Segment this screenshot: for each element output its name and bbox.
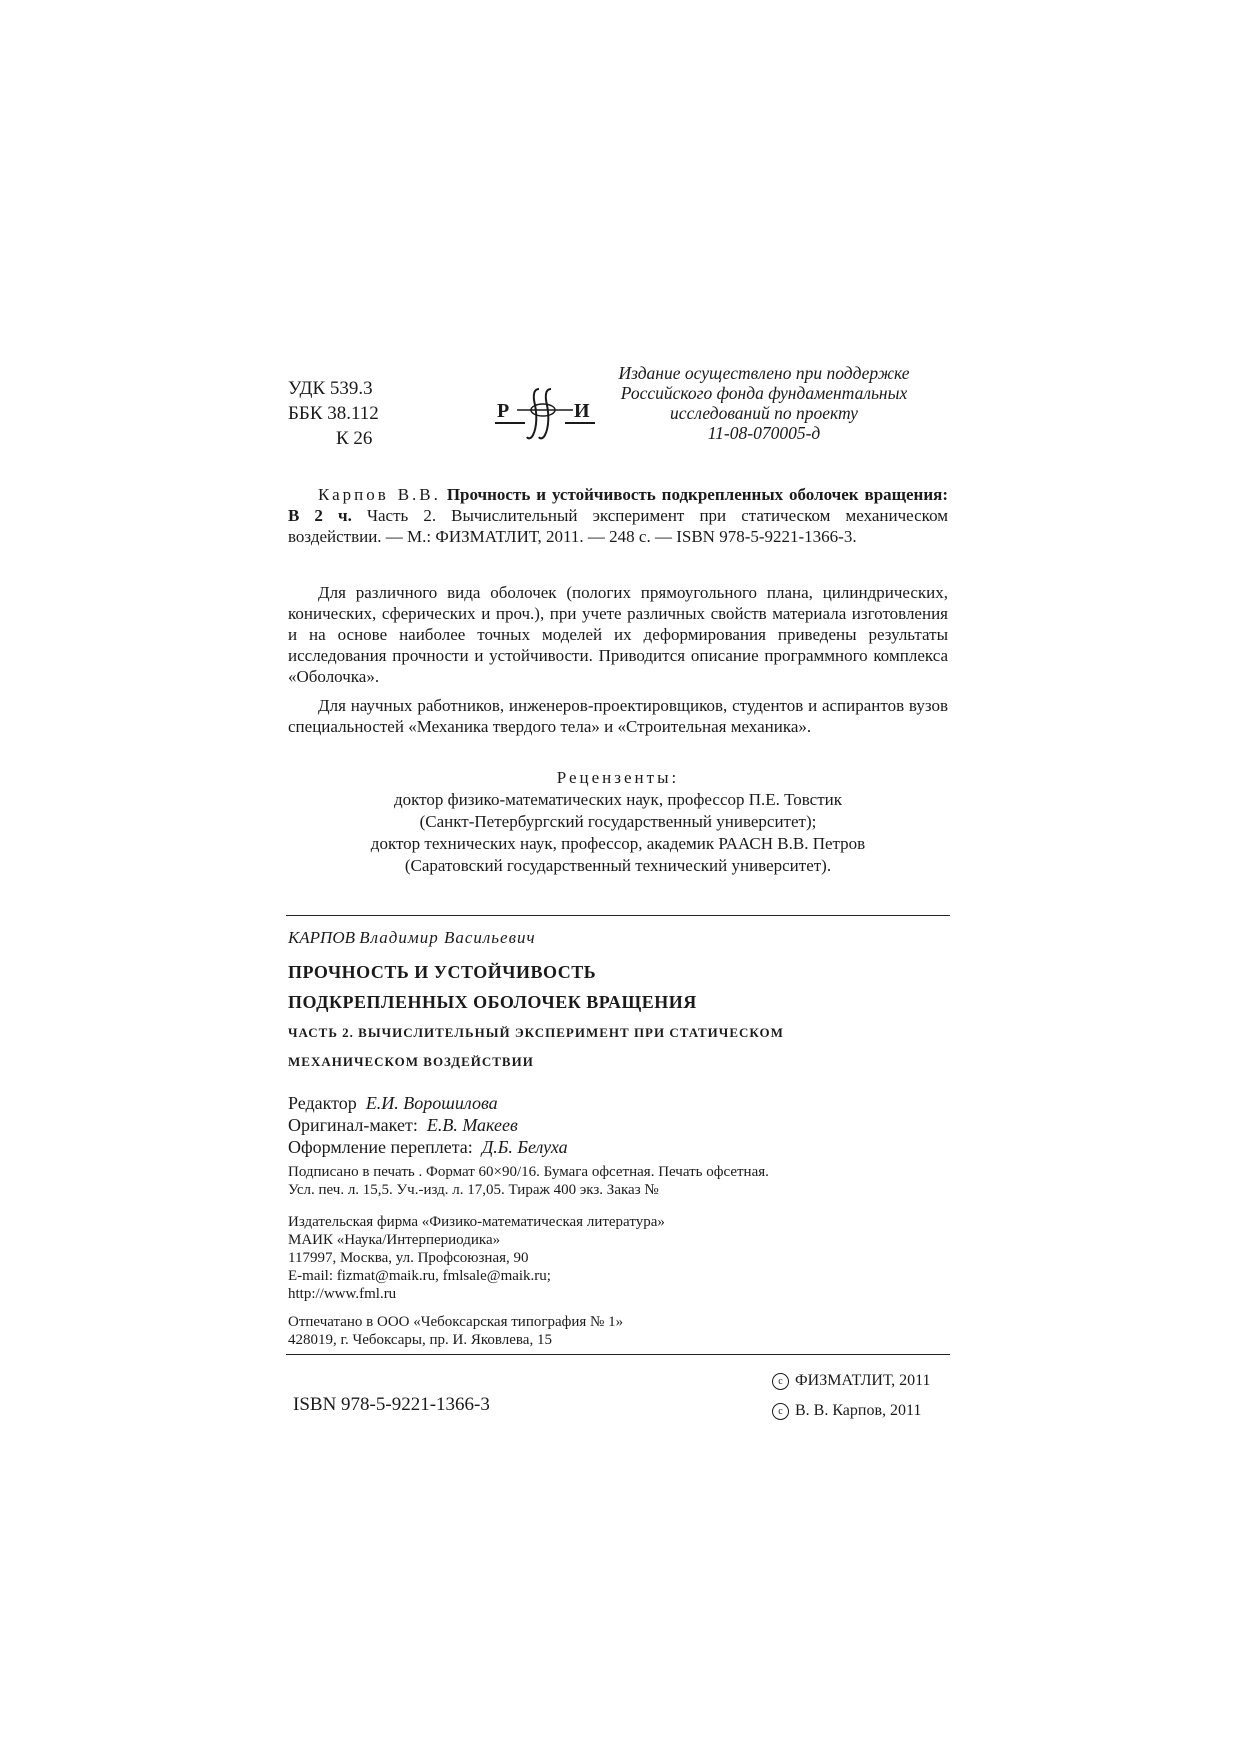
copyright-text: ФИЗМАТЛИТ, 2011 [795, 1372, 931, 1389]
book-title-line: ПРОЧНОСТЬ И УСТОЙЧИВОСТЬ [288, 962, 597, 982]
print-info [288, 1163, 769, 1199]
biblio-author: Карпов В.В. [318, 485, 441, 504]
publisher-line: 117997, Москва, ул. Профсоюзная, 90 [288, 1250, 529, 1266]
logo-left-letter: Р [497, 400, 510, 422]
udk-code: УДК 539.3 [288, 378, 373, 399]
support-line: исследований по проекту [670, 403, 858, 423]
copyrights [772, 1366, 931, 1426]
print-info-line: Подписано в печать . Формат 60×90/16. Бумага офсетная. Печать офсетная. [288, 1164, 769, 1180]
credit-line [288, 1114, 568, 1136]
publisher-line: E-mail: fizmat@maik.ru, fmlsale@maik.ru; [288, 1268, 551, 1284]
reviewer-line: (Саратовский государственный технический университет). [404, 856, 832, 875]
author-mark: К 26 [336, 428, 373, 449]
credit-line [288, 1136, 568, 1158]
support-line: 11-08-070005-д [707, 423, 821, 443]
reviewers-heading: Рецензенты: [556, 768, 680, 787]
reviewer-line: доктор физико-математических наук, профессор П.Е. Товстик [393, 790, 843, 809]
credit-role: Оригинал-макет: [288, 1115, 418, 1135]
publisher-line: http://www.fml.ru [288, 1286, 397, 1302]
print-info-line: Усл. печ. л. 15,5. Уч.-изд. л. 17,05. Тираж 400 экз. Заказ № [288, 1182, 659, 1198]
credit-name: Е.В. Макеев [426, 1115, 518, 1135]
logo-right-letter: И [574, 400, 590, 422]
colophon-top-rule [286, 915, 950, 916]
credit-name: Д.Б. Белуха [481, 1137, 568, 1157]
copyright-text: В. В. Карпов, 2011 [795, 1402, 922, 1419]
publisher-info [288, 1213, 665, 1303]
publisher-line: МАИК «Наука/Интерпериодика» [288, 1232, 501, 1248]
credit-line [288, 1092, 568, 1114]
colophon-author [288, 928, 536, 948]
reviewer-line: доктор технических наук, профессор, академик РААСН В.В. Петров [370, 834, 866, 853]
printer-line: Отпечатано в ООО «Чебоксарская типография № 1» [288, 1314, 624, 1330]
colophon-bottom-rule [286, 1354, 950, 1355]
abstract [288, 582, 948, 737]
credits [288, 1092, 568, 1158]
author-surname: КАРПОВ [288, 928, 355, 947]
book-title-line: ПОДКРЕПЛЕННЫХ ОБОЛОЧЕК ВРАЩЕНИЯ [288, 992, 697, 1012]
support-line: Российского фонда фундаментальных [620, 383, 908, 403]
reviewer-line: (Санкт-Петербургский государственный университет); [419, 812, 817, 831]
publisher-line: Издательская фирма «Физико-математическая литература» [288, 1214, 665, 1230]
copyright-line [772, 1366, 931, 1396]
bbk-code: ББК 38.112 [288, 403, 379, 424]
credit-role: Оформление переплета: [288, 1137, 473, 1157]
printer-info [288, 1313, 623, 1349]
biblio-title: Прочность и устойчивость подкрепленных оболочек вращения: В 2 ч. [288, 485, 948, 525]
classification-block [288, 376, 379, 451]
abstract-paragraph: Для научных работников, инженеров-проектировщиков, студентов и аспирантов вузов специальностей «Механика твердого тела» и «Строительная механика». [288, 696, 948, 736]
reviewers [288, 767, 948, 877]
book-subtitle-line: МЕХАНИЧЕСКОМ ВОЗДЕЙСТВИИ [288, 1054, 534, 1069]
credit-role: Редактор [288, 1093, 357, 1113]
support-line: Издание осуществлено при поддержке [618, 363, 910, 383]
credit-name: Е.И. Ворошилова [365, 1093, 498, 1113]
support-note [580, 363, 948, 443]
isbn: ISBN 978-5-9221-1366-3 [293, 1394, 490, 1415]
printer-line: 428019, г. Чебоксары, пр. И. Яковлева, 15 [288, 1332, 552, 1348]
author-given-names: Владимир Васильевич [359, 928, 536, 947]
book-subtitle-line: ЧАСТЬ 2. ВЫЧИСЛИТЕЛЬНЫЙ ЭКСПЕРИМЕНТ ПРИ СТАТИЧЕСКОМ [288, 1025, 784, 1040]
copyright-line [772, 1396, 931, 1426]
abstract-paragraph: Для различного вида оболочек (пологих прямоугольного плана, цилиндрических, конических, сферических и проч.), при учете различных свойств материала изготовления и на основе наиболее точных моделей их деформирования приведены результаты исследования прочности и устойчивости. Приводится описание программного комплекса «Оболочка». [288, 583, 948, 686]
copyright-icon: c [772, 1403, 789, 1420]
bibliographic-description [288, 484, 948, 547]
copyright-icon: c [772, 1373, 789, 1390]
biblio-details: Часть 2. Вычислительный эксперимент при статическом механическом воздействии. — М.: ФИЗМАТЛИТ, 2011. — 248 с. — ISBN 978-5-9221-1366-3. [288, 506, 949, 546]
